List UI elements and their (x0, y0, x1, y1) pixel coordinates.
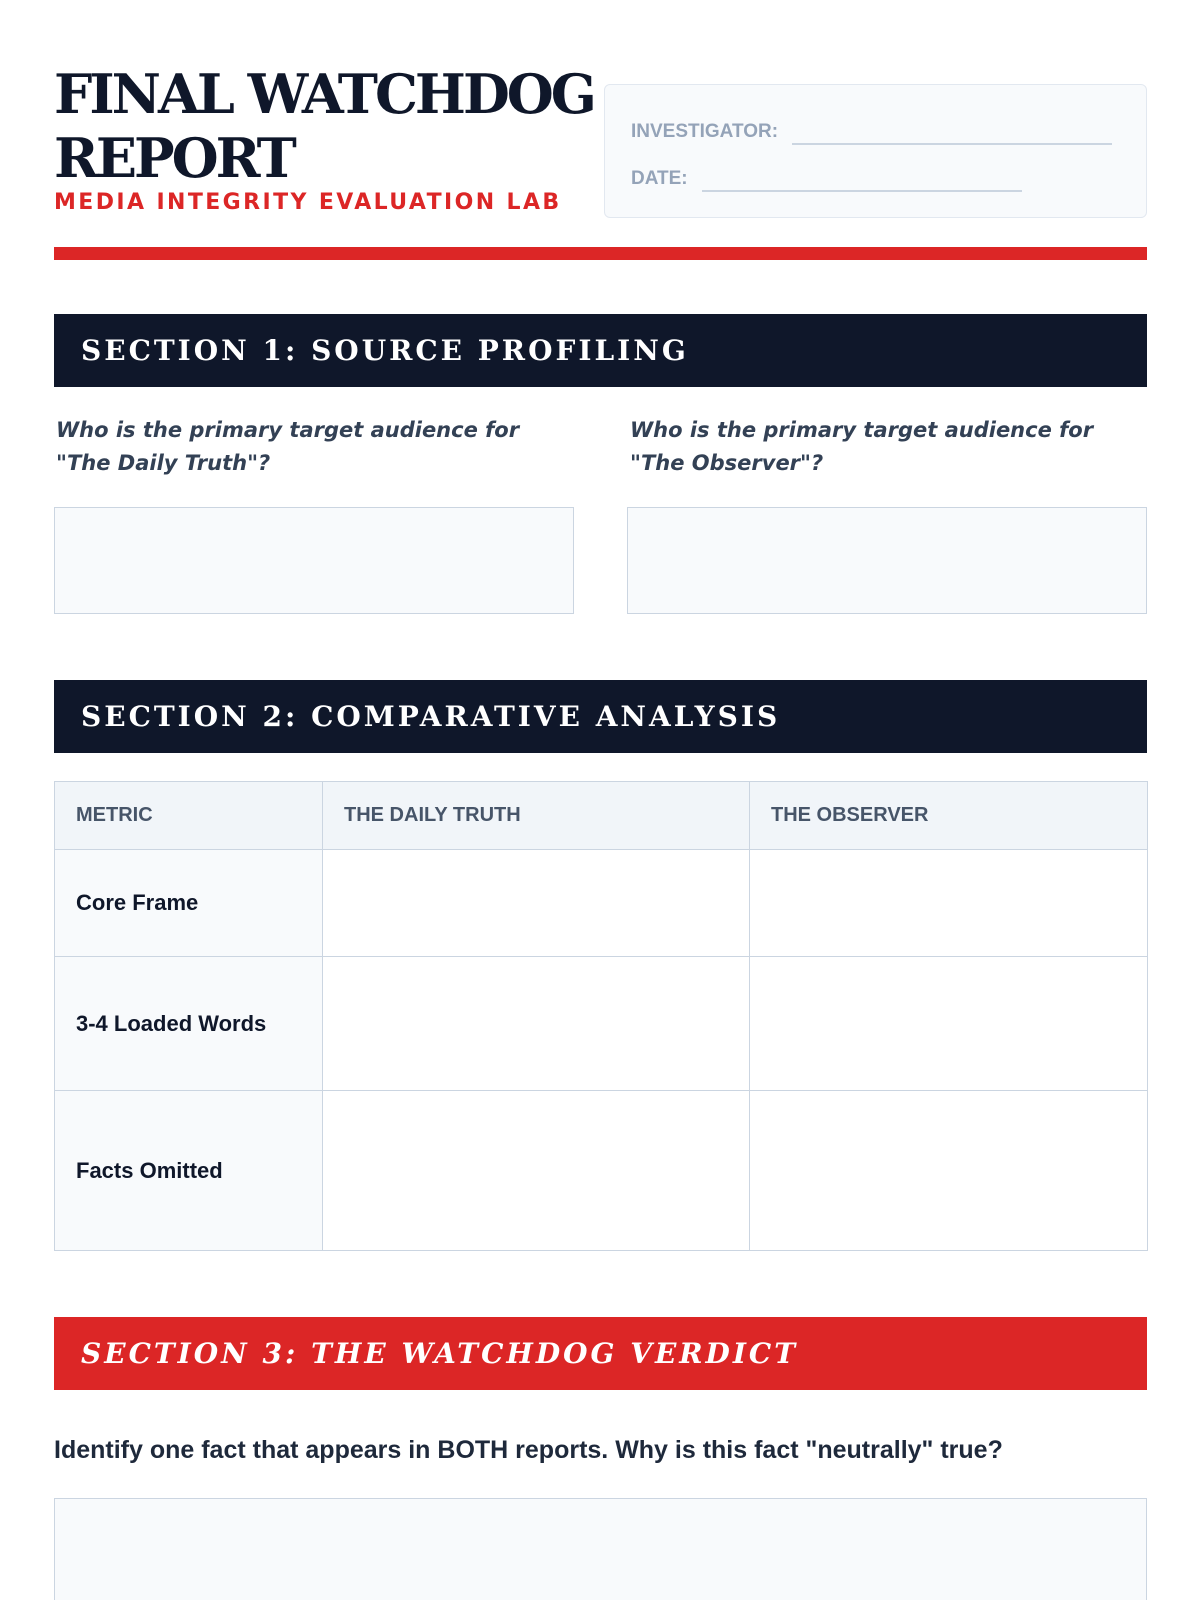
daily-truth-cell[interactable] (323, 957, 750, 1091)
table-header-row (55, 782, 1148, 850)
report-title: FINAL WATCHDOG REPORT (54, 62, 594, 190)
verdict-answer[interactable] (54, 1498, 1147, 1600)
header-divider (54, 247, 1147, 260)
observer-cell[interactable] (750, 957, 1148, 1091)
column-header-observer: THE OBSERVER (750, 782, 1148, 850)
report-header (54, 62, 1147, 215)
table-row (55, 957, 1148, 1091)
date-label: DATE: (631, 168, 688, 189)
audience-question-observer: Who is the primary target audience for "The Observer"? (630, 418, 1094, 475)
section-3-heading (54, 1317, 1147, 1390)
table-row (55, 1091, 1148, 1251)
audience-question-daily-truth: Who is the primary target audience for "The Daily Truth"? (56, 418, 520, 475)
section-2-heading (54, 680, 1147, 753)
audience-answer-daily-truth[interactable] (54, 507, 574, 614)
section-1-title: SECTION 1: SOURCE PROFILING (81, 334, 689, 367)
date-row (631, 162, 1022, 192)
metric-cell: Core Frame (55, 850, 323, 957)
report-subtitle: MEDIA INTEGRITY EVALUATION LAB (54, 190, 562, 215)
metric-cell: 3-4 Loaded Words (55, 957, 323, 1091)
section-2-title: SECTION 2: COMPARATIVE ANALYSIS (81, 700, 781, 733)
audience-answer-observer[interactable] (627, 507, 1147, 614)
daily-truth-cell[interactable] (323, 850, 750, 957)
section-1-heading (54, 314, 1147, 387)
column-header-metric: METRIC (55, 782, 323, 850)
investigator-row (631, 115, 1112, 145)
metric-cell: Facts Omitted (55, 1091, 323, 1251)
investigator-field[interactable] (792, 117, 1112, 145)
meta-box (604, 84, 1147, 218)
date-field[interactable] (702, 164, 1022, 192)
observer-cell[interactable] (750, 1091, 1148, 1251)
observer-cell[interactable] (750, 850, 1148, 957)
investigator-label: INVESTIGATOR: (631, 121, 779, 142)
daily-truth-cell[interactable] (323, 1091, 750, 1251)
column-header-daily-truth: THE DAILY TRUTH (323, 782, 750, 850)
comparison-table (54, 781, 1148, 1251)
verdict-question: Identify one fact that appears in BOTH reports. Why is this fact "neutrally" true? (54, 1436, 1003, 1464)
section-3-title: SECTION 3: THE WATCHDOG VERDICT (81, 1337, 799, 1370)
table-row (55, 850, 1148, 957)
